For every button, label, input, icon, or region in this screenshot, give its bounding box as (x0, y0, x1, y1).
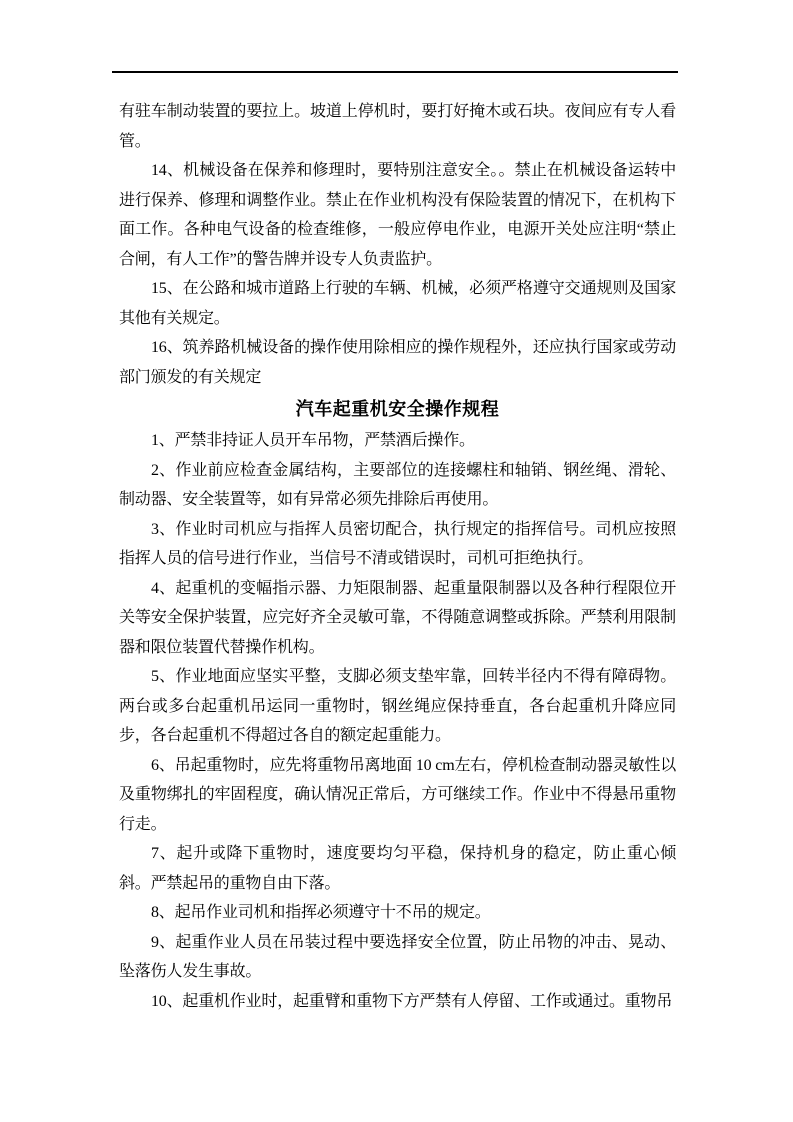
paragraph-continuation: 有驻车制动装置的要拉上。坡道上停机时，要打好掩木或石块。夜间应有专人看管。 (119, 103, 676, 150)
paragraph-item-14: 14、机械设备在保养和修理时，要特别注意安全。。禁止在机械设备运转中进行保养、修理和调整作业。禁止在作业机构没有保险装置的情况下，在机构下面工作。各种电气设备的检查维修，一般应停电作业，电源开关处应注明“禁止合闸，有人工作”的警告牌并设专人负责监护。 (119, 162, 676, 268)
rule-item-2: 2、作业前应检查金属结构，主要部位的连接螺柱和轴销、钢丝绳、滑轮、制动器、安全装置等，如有异常必须先排除后再使用。 (119, 461, 676, 508)
rule-item-10: 10、起重机作业时，起重臂和重物下方严禁有人停留、工作或通过。重物吊 (151, 992, 673, 1010)
paragraph-item-15: 15、在公路和城市道路上行驶的车辆、机械，必须严格遵守交通规则及国家其他有关规定。 (119, 280, 676, 327)
section-heading: 汽车起重机安全操作规程 (295, 399, 500, 419)
rule-item-5: 5、作业地面应坚实平整，支脚必须支垫牢靠，回转半径内不得有障碍物。两台或多台起重机吊运同一重物时，钢丝绳应保持垂直，各台起重机升降应同步，各台起重机不得超过各自的额定起重能力。 (119, 668, 676, 744)
rule-item-7: 7、起升或降下重物时，速度要均匀平稳，保持机身的稳定，防止重心倾斜。严禁起吊的重物自由下落。 (119, 845, 676, 892)
rule-item-1: 1、严禁非持证人员开车吊物，严禁酒后操作。 (151, 432, 475, 449)
header-rule (112, 71, 678, 73)
rule-item-6: 6、吊起重物时，应先将重物吊离地面 10 cm左右，停机检查制动器灵敏性以及重物绑扎的牢固程度，确认情况正常后，方可继续工作。作业中不得悬吊重物行走。 (119, 756, 676, 833)
rule-item-3: 3、作业时司机应与指挥人员密切配合，执行规定的指挥信号。司机应按照指挥人员的信号进行作业，当信号不清或错误时，司机可拒绝执行。 (119, 520, 676, 567)
rule-item-9: 9、起重作业人员在吊装过程中要选择安全位置，防止吊物的冲击、晃动、坠落伤人发生事故。 (119, 933, 676, 980)
rule-item-8: 8、起吊作业司机和指挥必须遵守十不吊的规定。 (151, 904, 491, 921)
paragraph-item-16: 16、筑养路机械设备的操作使用除相应的操作规程外，还应执行国家或劳动部门颁发的有关规定 (119, 339, 676, 386)
rule-item-4: 4、起重机的变幅指示器、力矩限制器、起重量限制器以及各种行程限位开关等安全保护装置，应完好齐全灵敏可靠，不得随意调整或拆除。严禁利用限制器和限位装置代替操作机构。 (119, 579, 676, 656)
document-body (119, 97, 676, 1016)
